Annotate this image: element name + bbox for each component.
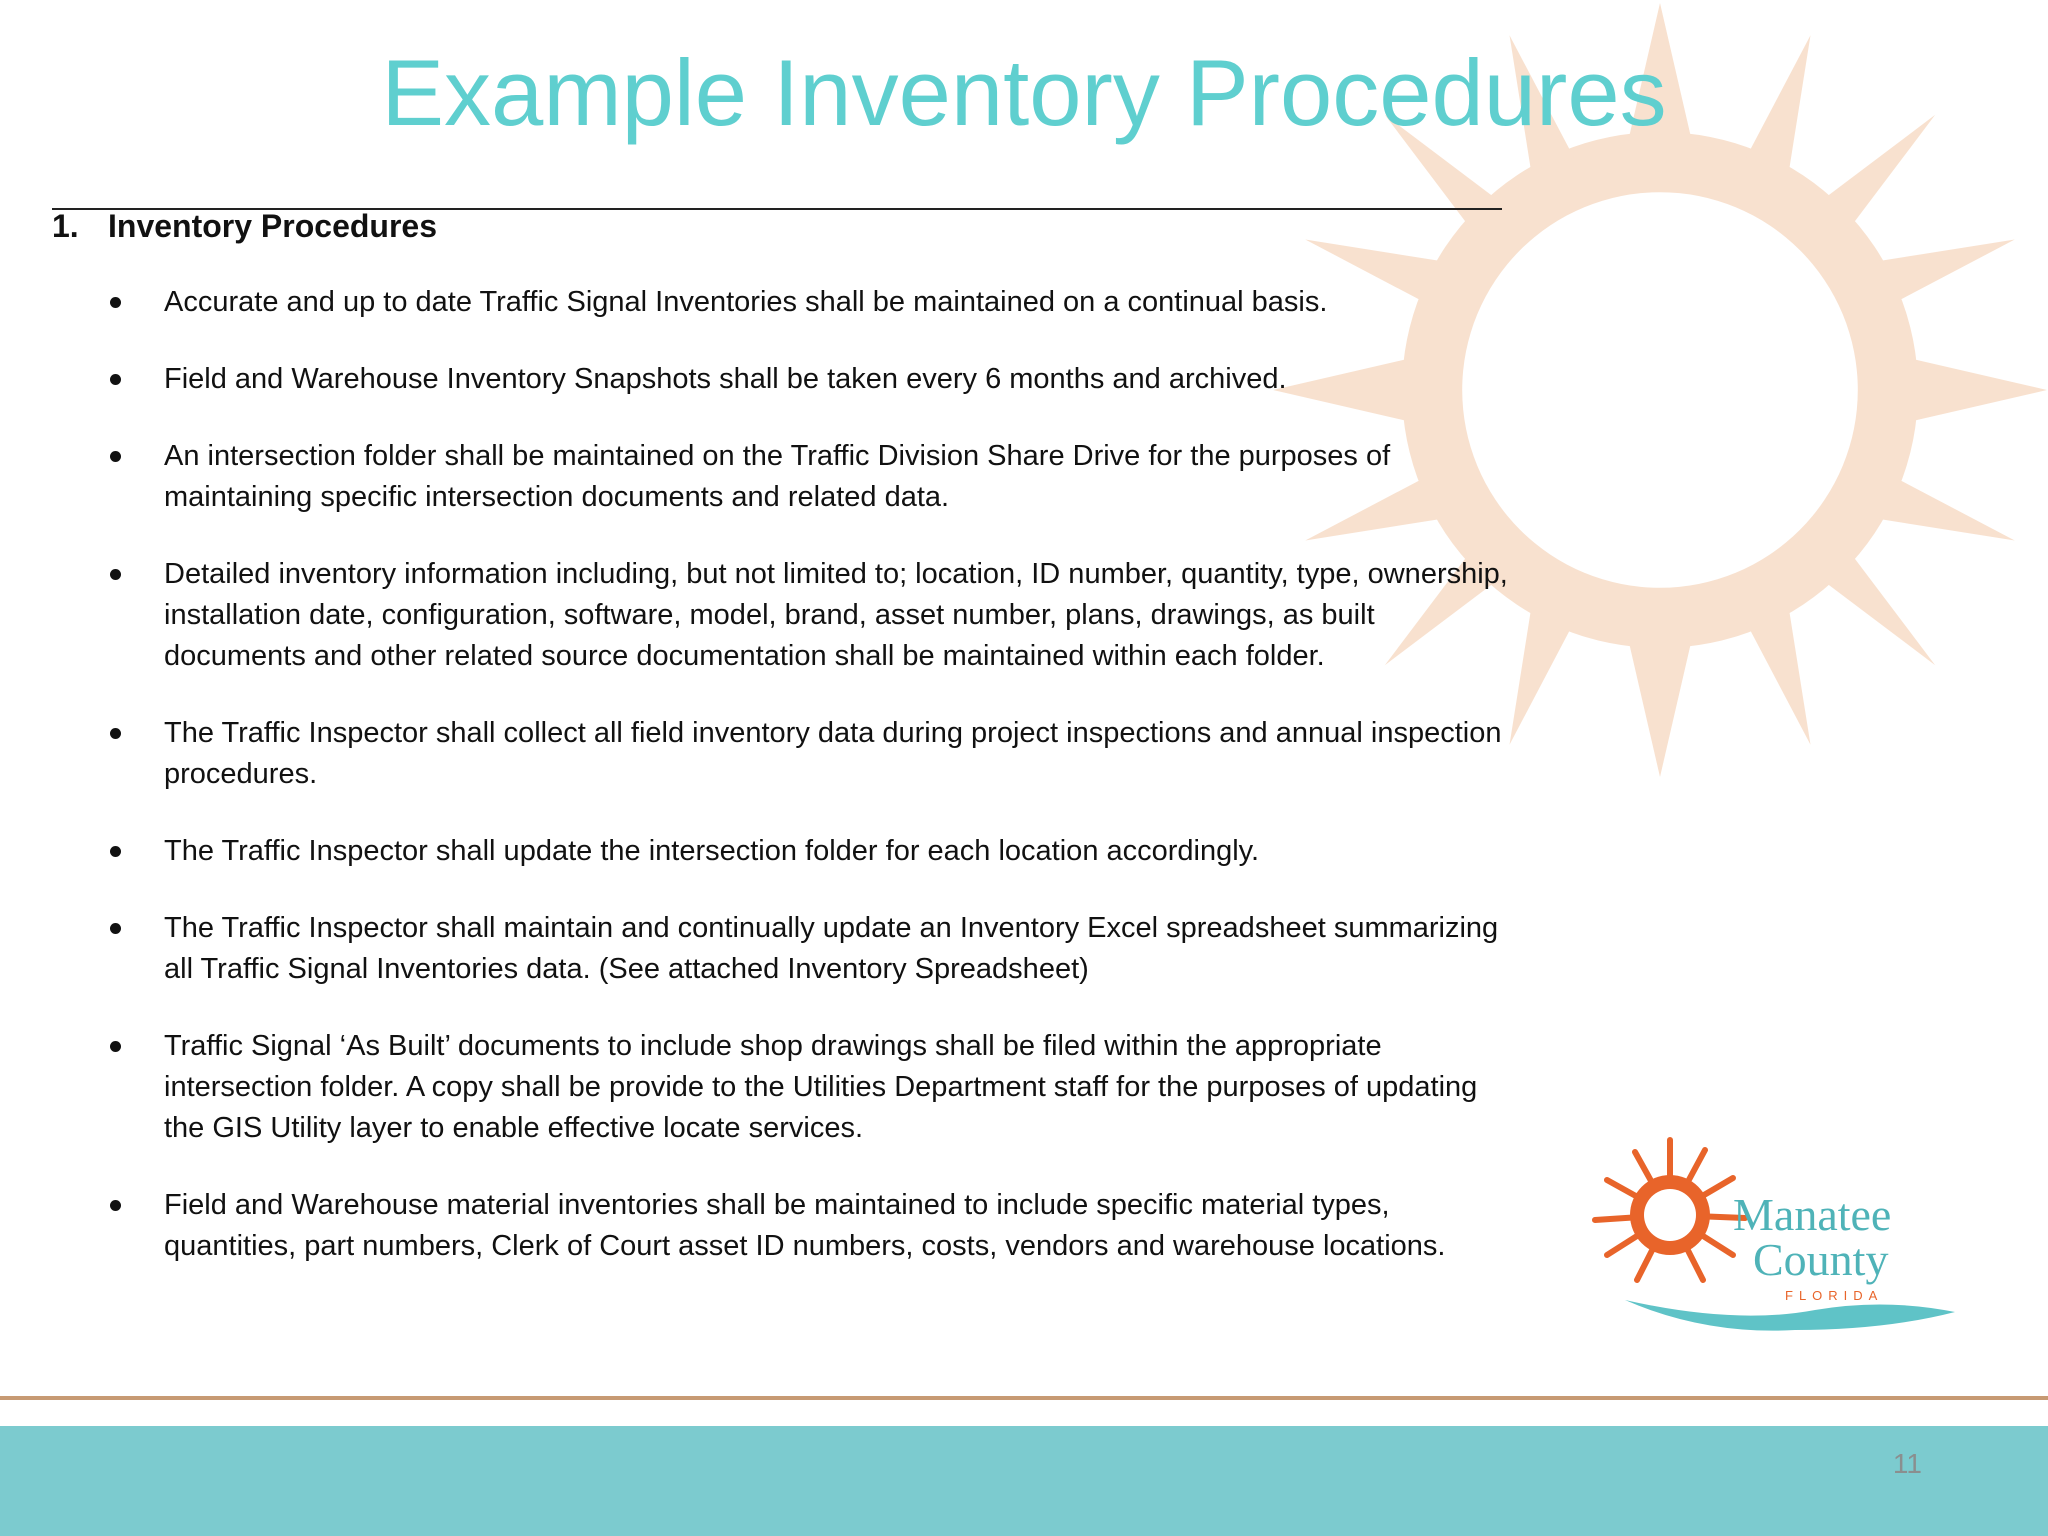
logo-line2: County xyxy=(1753,1234,1889,1285)
list-item-text: The Traffic Inspector shall update the intersection folder for each location accordingly. xyxy=(164,835,1260,867)
list-item-text: The Traffic Inspector shall collect all field inventory data during project inspections and annual inspection procedures. xyxy=(164,717,1502,790)
bullet-icon xyxy=(110,923,121,934)
manatee-county-logo xyxy=(1585,1130,1965,1340)
list-item-text: Field and Warehouse Inventory Snapshots shall be taken every 6 months and archived. xyxy=(164,363,1287,395)
section-heading xyxy=(52,204,437,248)
page-number: 11 xyxy=(1892,1448,1922,1479)
bullet-icon xyxy=(110,728,121,739)
bullet-icon xyxy=(110,297,121,308)
bullet-icon xyxy=(110,451,121,462)
bullet-icon xyxy=(110,1041,121,1052)
list-item-text: The Traffic Inspector shall maintain and continually update an Inventory Excel spreadsheet summarizing all Traffic Signal Inventories data. (See attached Inventory Spreadsheet) xyxy=(164,912,1499,985)
list-item xyxy=(108,1026,1508,1149)
slide-title: Example Inventory Procedures xyxy=(381,40,1667,145)
bullet-icon xyxy=(110,846,121,857)
list-item xyxy=(108,359,1508,400)
list-item-text: Detailed inventory information including, but not limited to; location, ID number, quantity, type, ownership, installation date, configuration, software, model, brand, asset number, plans, drawings, as built documents and other related source documentation shall be maintained within each folder. xyxy=(164,558,1508,672)
list-item-text: Field and Warehouse material inventories shall be maintained to include specific material types, quantities, part numbers, Clerk of Court asset ID numbers, costs, vendors and warehouse locations. xyxy=(164,1189,1446,1262)
footer-divider xyxy=(0,1396,2048,1400)
list-item xyxy=(108,282,1508,323)
list-item xyxy=(108,554,1508,677)
section-number: 1. xyxy=(52,208,79,244)
section-heading-text: Inventory Procedures xyxy=(108,208,437,244)
list-item-text: Traffic Signal ‘As Built’ documents to include shop drawings shall be filed within the appropriate intersection folder. A copy shall be provide to the Utilities Department staff for the purposes of updating the GIS Utility layer to enable effective locate services. xyxy=(164,1030,1478,1144)
list-item xyxy=(108,908,1508,990)
list-item-text: An intersection folder shall be maintained on the Traffic Division Share Drive for the purposes of maintaining specific intersection documents and related data. xyxy=(164,440,1391,513)
logo-line1: Manatee xyxy=(1733,1189,1892,1240)
list-item xyxy=(108,1185,1508,1267)
logo-line3: FLORIDA xyxy=(1785,1288,1884,1303)
list-item xyxy=(108,713,1508,795)
logo-sun-icon xyxy=(1595,1140,1745,1280)
list-item xyxy=(108,831,1508,872)
bullet-icon xyxy=(110,374,121,385)
bullet-list xyxy=(108,282,1508,1303)
list-item xyxy=(108,436,1508,518)
footer-band xyxy=(0,1426,2048,1536)
list-item-text: Accurate and up to date Traffic Signal Inventories shall be maintained on a continual basis. xyxy=(164,286,1328,318)
bullet-icon xyxy=(110,569,121,580)
bullet-icon xyxy=(110,1200,121,1211)
